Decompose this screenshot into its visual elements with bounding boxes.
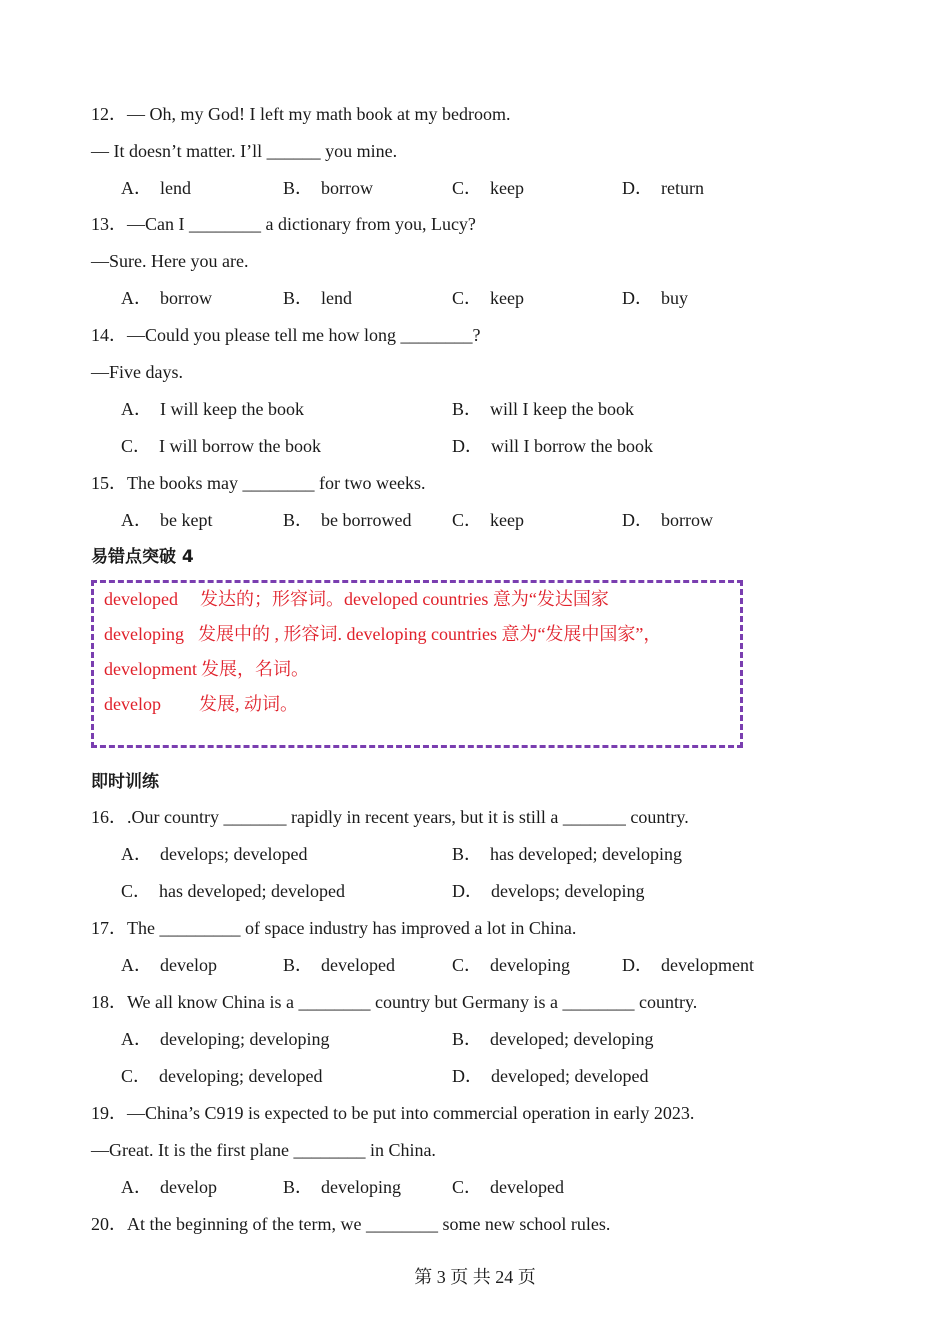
option-key: B． — [452, 1029, 483, 1049]
option-text: developed — [490, 1177, 564, 1197]
option-d — [452, 1065, 648, 1087]
question-13-line-1: 13．—Can I ________ a dictionary from you, Lucy? — [91, 214, 476, 234]
option-key: C． — [121, 881, 152, 901]
option-text: develop — [160, 1177, 217, 1197]
option-key: A． — [121, 288, 152, 308]
option-key: A． — [121, 1177, 152, 1197]
option-key: B． — [283, 178, 314, 198]
option-key: C． — [452, 1177, 483, 1197]
page-number: 第 3 页 共 24 页 — [414, 1267, 536, 1287]
note-word: developing — [104, 624, 184, 644]
option-key: D． — [622, 178, 653, 198]
option-c — [452, 287, 524, 309]
option-a — [121, 287, 212, 309]
question-17-line-1: 17．The _________ of space industry has improved a lot in China. — [91, 918, 577, 938]
option-text: develops; developing — [491, 881, 645, 901]
option-text: has developed; developing — [490, 844, 682, 864]
note-text: 发达的；形容词。developed countries 意为“发达国家 — [199, 589, 609, 609]
option-b — [283, 509, 411, 531]
question-19-line-2: —Great. It is the first plane ________ in China. — [91, 1140, 436, 1160]
option-text: will I borrow the book — [491, 436, 653, 456]
option-key: B． — [452, 399, 483, 419]
option-text: I will keep the book — [160, 399, 304, 419]
note-line-4 — [104, 693, 298, 715]
note-line-3 — [104, 658, 309, 680]
option-c — [452, 1176, 564, 1198]
option-key: C． — [121, 436, 152, 456]
option-d — [622, 954, 754, 976]
question-16-line-1: 16．.Our country _______ rapidly in recent years, but it is still a _______ country. — [91, 807, 689, 827]
option-d — [622, 509, 713, 531]
option-text: has developed; developed — [159, 881, 345, 901]
option-a — [121, 1176, 217, 1198]
option-text: borrow — [661, 510, 713, 530]
question-14-line-2: —Five days. — [91, 362, 183, 382]
option-key: D． — [622, 288, 653, 308]
option-text: develops; developed — [160, 844, 308, 864]
option-text: developing — [490, 955, 570, 975]
question-12-line-2: — It doesn’t matter. I’ll ______ you mine. — [91, 141, 398, 161]
option-key: A． — [121, 955, 152, 975]
option-c — [452, 954, 570, 976]
option-text: return — [661, 178, 704, 198]
option-text: developed; developed — [491, 1066, 649, 1086]
option-b — [452, 398, 634, 420]
option-text: developed; developing — [490, 1029, 654, 1049]
option-key: C． — [121, 1066, 152, 1086]
note-text: 发展，名词。 — [200, 659, 309, 679]
note-text: 发展中的 , 形容词. developing countries 意为“发展中国家”， — [197, 624, 662, 644]
option-a — [121, 843, 307, 865]
option-key: C． — [452, 510, 483, 530]
option-text: keep — [490, 178, 524, 198]
option-a — [121, 509, 212, 531]
option-key: B． — [283, 1177, 314, 1197]
option-text: develop — [160, 955, 217, 975]
option-d — [452, 880, 644, 902]
option-b — [452, 843, 682, 865]
option-key: C． — [452, 178, 483, 198]
option-text: keep — [490, 510, 524, 530]
practice-heading: 即时训练 — [91, 772, 159, 792]
question-18-line-1: 18．We all know China is a ________ country but Germany is a ________ country. — [91, 992, 698, 1012]
note-line-1 — [104, 588, 609, 610]
question-15-line-1: 15．The books may ________ for two weeks. — [91, 473, 426, 493]
option-key: D． — [622, 510, 653, 530]
option-key: D． — [622, 955, 653, 975]
option-key: B． — [283, 955, 314, 975]
option-text: be borrowed — [321, 510, 412, 530]
option-text: borrow — [321, 178, 374, 198]
option-key: D． — [452, 1066, 483, 1086]
option-b — [283, 1176, 401, 1198]
note-word: develop — [104, 694, 161, 714]
question-12-line-1: 12．— Oh, my God! I left my math book at my bedroom. — [91, 104, 511, 124]
option-a — [121, 954, 217, 976]
option-text: I will borrow the book — [159, 436, 321, 456]
option-d — [452, 435, 653, 457]
option-key: A． — [121, 1029, 152, 1049]
option-b — [283, 177, 373, 199]
option-key: A． — [121, 178, 152, 198]
option-d — [622, 287, 688, 309]
option-text: lend — [321, 288, 353, 308]
option-b — [283, 954, 395, 976]
option-d — [622, 177, 704, 199]
note-text: 发展, 动词。 — [198, 694, 298, 714]
option-c — [452, 177, 524, 199]
option-key: A． — [121, 510, 152, 530]
section-heading: 易错点突破 4 — [91, 547, 194, 567]
option-key: C． — [452, 288, 483, 308]
option-text: developing — [321, 1177, 401, 1197]
question-20-line-1: 20．At the beginning of the term, we ________ some new school rules. — [91, 1214, 611, 1234]
option-text: developing; developed — [159, 1066, 323, 1086]
option-key: C． — [452, 955, 483, 975]
option-text: keep — [490, 288, 524, 308]
option-b — [283, 287, 352, 309]
option-text: lend — [160, 178, 191, 198]
option-text: development — [661, 955, 754, 975]
option-key: D． — [452, 881, 483, 901]
option-key: B． — [283, 510, 314, 530]
option-key: A． — [121, 844, 152, 864]
note-line-2 — [104, 623, 661, 645]
question-13-line-2: —Sure. Here you are. — [91, 251, 249, 271]
option-text: developing; developing — [160, 1029, 330, 1049]
note-word: developed — [104, 589, 178, 609]
option-text: developed — [321, 955, 395, 975]
question-14-line-1: 14．—Could you please tell me how long ________? — [91, 325, 481, 345]
option-text: buy — [661, 288, 688, 308]
option-text: borrow — [160, 288, 212, 308]
option-c — [452, 509, 524, 531]
option-a — [121, 177, 191, 199]
option-b — [452, 1028, 653, 1050]
option-key: A． — [121, 399, 152, 419]
option-c — [121, 880, 345, 902]
option-key: D． — [452, 436, 483, 456]
option-text: be kept — [160, 510, 213, 530]
option-a — [121, 1028, 329, 1050]
option-a — [121, 398, 304, 420]
option-text: will I keep the book — [490, 399, 634, 419]
option-key: B． — [452, 844, 483, 864]
question-19-line-1: 19．—China’s C919 is expected to be put into commercial operation in early 2023. — [91, 1103, 695, 1123]
option-key: B． — [283, 288, 314, 308]
option-c — [121, 1065, 322, 1087]
note-word: development — [104, 659, 197, 679]
option-c — [121, 435, 321, 457]
